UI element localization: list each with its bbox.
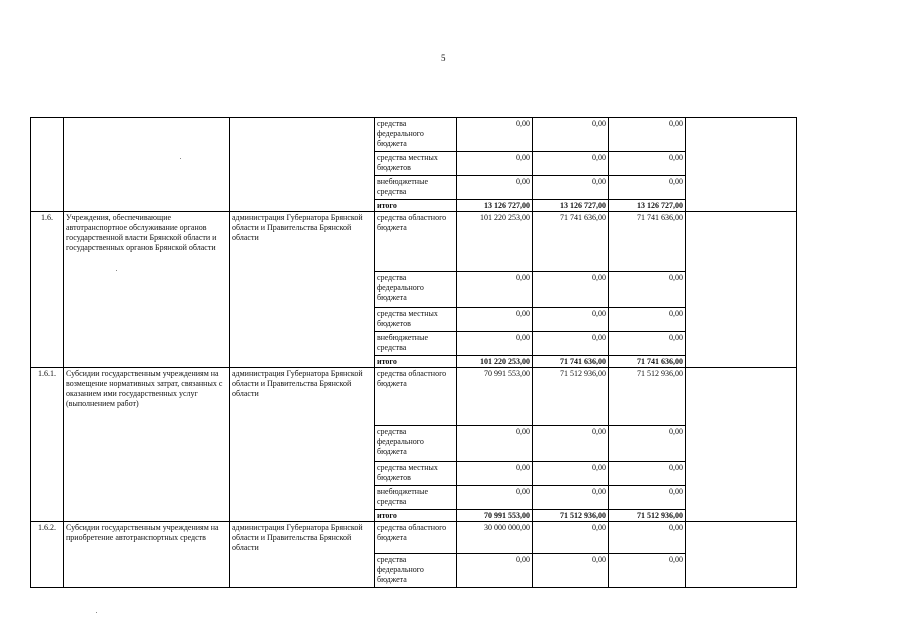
source-label: средства федерального бюджета	[375, 272, 457, 308]
amount-cell: 0,00	[457, 272, 533, 308]
source-label: внебюджетные средства	[375, 176, 457, 200]
notes-cell	[686, 522, 797, 588]
amount-cell: 0,00	[457, 152, 533, 176]
amount-cell: 0,00	[533, 554, 609, 588]
name-cell-cont	[64, 118, 230, 212]
amount-cell: 0,00	[457, 176, 533, 200]
amount-cell: 30 000 000,00	[457, 522, 533, 554]
item-code: 1.6.2.	[31, 522, 64, 588]
amount-cell: 0,00	[609, 462, 686, 486]
amount-cell: 0,00	[609, 152, 686, 176]
amount-cell: 0,00	[457, 118, 533, 152]
total-amount: 70 991 553,00	[457, 510, 533, 522]
amount-cell: 71 512 936,00	[609, 368, 686, 426]
scan-speck	[116, 270, 117, 271]
total-label: итого	[375, 356, 457, 368]
total-amount: 13 126 727,00	[457, 200, 533, 212]
source-label: средства местных бюджетов	[375, 152, 457, 176]
amount-cell: 0,00	[457, 426, 533, 462]
source-label: внебюджетные средства	[375, 332, 457, 356]
item-executor: администрация Губернатора Брянской области и Правительства Брянской области	[230, 522, 375, 588]
total-amount: 13 126 727,00	[609, 200, 686, 212]
amount-cell: 0,00	[533, 308, 609, 332]
amount-cell: 0,00	[457, 308, 533, 332]
amount-cell: 0,00	[457, 554, 533, 588]
item-executor: администрация Губернатора Брянской области и Правительства Брянской области	[230, 368, 375, 522]
amount-cell: 71 741 636,00	[533, 212, 609, 272]
amount-cell: 0,00	[457, 462, 533, 486]
amount-cell: 0,00	[609, 308, 686, 332]
budget-table	[30, 117, 797, 588]
source-label: средства местных бюджетов	[375, 308, 457, 332]
code-cell-cont	[31, 118, 64, 212]
notes-cell	[686, 118, 797, 212]
amount-cell: 0,00	[533, 522, 609, 554]
executor-cell-cont	[230, 118, 375, 212]
total-amount: 13 126 727,00	[533, 200, 609, 212]
scan-speck	[180, 158, 181, 159]
source-label: средства федерального бюджета	[375, 426, 457, 462]
amount-cell: 0,00	[533, 272, 609, 308]
source-label: средства федерального бюджета	[375, 554, 457, 588]
item-code: 1.6.1.	[31, 368, 64, 522]
amount-cell: 0,00	[533, 426, 609, 462]
amount-cell: 0,00	[609, 522, 686, 554]
total-amount: 71 512 936,00	[533, 510, 609, 522]
source-label: внебюджетные средства	[375, 486, 457, 510]
notes-cell	[686, 212, 797, 368]
amount-cell: 0,00	[533, 486, 609, 510]
amount-cell: 0,00	[533, 152, 609, 176]
total-amount: 71 512 936,00	[609, 510, 686, 522]
item-name: Субсидии государственным учреждениям на приобретение автотранспортных средств	[64, 522, 230, 588]
amount-cell: 0,00	[533, 118, 609, 152]
amount-cell: 0,00	[609, 332, 686, 356]
amount-cell: 101 220 253,00	[457, 212, 533, 272]
amount-cell: 0,00	[609, 554, 686, 588]
item-name: Учреждения, обеспечивающие автотранспортное обслуживание органов государственной власти Брянской области и государственных органов Брянской области	[64, 212, 230, 368]
amount-cell: 70 991 553,00	[457, 368, 533, 426]
source-label: средства областного бюджета	[375, 522, 457, 554]
source-label: средства областного бюджета	[375, 212, 457, 272]
amount-cell: 0,00	[533, 176, 609, 200]
notes-cell	[686, 368, 797, 522]
total-amount: 71 741 636,00	[609, 356, 686, 368]
total-amount: 101 220 253,00	[457, 356, 533, 368]
amount-cell: 71 512 936,00	[533, 368, 609, 426]
amount-cell: 0,00	[457, 486, 533, 510]
amount-cell: 0,00	[533, 332, 609, 356]
scan-speck	[96, 612, 97, 613]
amount-cell: 0,00	[609, 486, 686, 510]
item-name: Субсидии государственным учреждениям на возмещение нормативных затрат, связанных с оказанием ими государственных услуг (выполнением работ)	[64, 368, 230, 522]
amount-cell: 0,00	[609, 176, 686, 200]
total-label: итого	[375, 200, 457, 212]
amount-cell: 0,00	[533, 462, 609, 486]
amount-cell: 0,00	[609, 272, 686, 308]
amount-cell: 0,00	[609, 426, 686, 462]
item-executor: администрация Губернатора Брянской области и Правительства Брянской области	[230, 212, 375, 368]
source-label: средства местных бюджетов	[375, 462, 457, 486]
page-number: 5	[441, 53, 446, 63]
source-label: средства областного бюджета	[375, 368, 457, 426]
source-label: средства федерального бюджета	[375, 118, 457, 152]
total-label: итого	[375, 510, 457, 522]
item-code: 1.6.	[31, 212, 64, 368]
amount-cell: 71 741 636,00	[609, 212, 686, 272]
total-amount: 71 741 636,00	[533, 356, 609, 368]
amount-cell: 0,00	[457, 332, 533, 356]
amount-cell: 0,00	[609, 118, 686, 152]
